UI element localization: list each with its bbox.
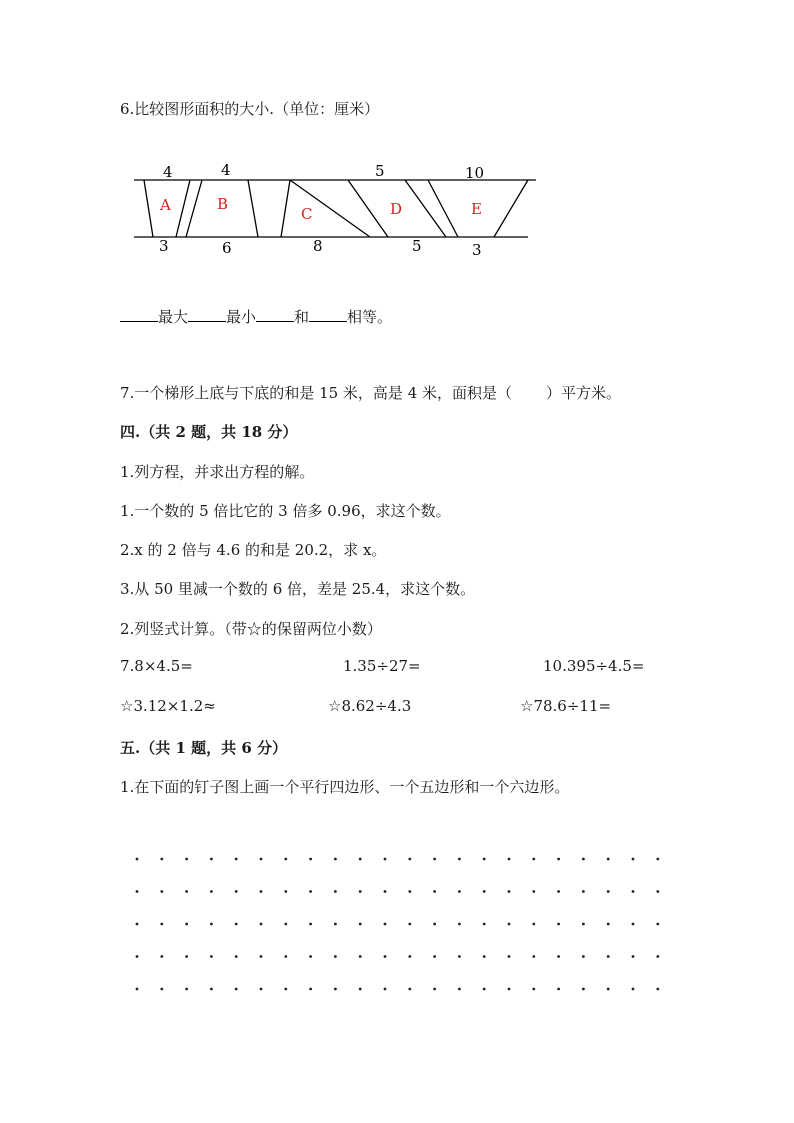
peg-dot[interactable] (607, 890, 610, 893)
peg-dot[interactable] (408, 955, 411, 958)
peg-dot[interactable] (235, 923, 238, 926)
shape-c-left-edge (281, 180, 290, 237)
shape-a-left-edge (144, 180, 153, 237)
shape-e-right-edge (494, 180, 528, 237)
peg-dot[interactable] (284, 923, 287, 926)
peg-dot[interactable] (136, 890, 139, 893)
peg-dot[interactable] (433, 923, 436, 926)
peg-dot[interactable] (458, 923, 461, 926)
peg-dot[interactable] (433, 890, 436, 893)
section4-q1-item-2: 2.x 的 2 倍与 4.6 的和是 20.2，求 x。 (120, 541, 387, 559)
peg-dot[interactable] (359, 955, 362, 958)
peg-dot[interactable] (210, 955, 213, 958)
calc-item-3: 10.395÷4.5= (543, 657, 645, 675)
q6-trapezoid-figure (120, 150, 540, 265)
peg-dot[interactable] (160, 890, 163, 893)
peg-dot[interactable] (508, 955, 511, 958)
peg-dot[interactable] (508, 890, 511, 893)
peg-dot[interactable] (260, 923, 263, 926)
label-top-5: 5 (375, 162, 385, 180)
shape-b-letter: B (217, 195, 229, 213)
label-bottom-8: 8 (313, 237, 323, 255)
answer-blank-3[interactable] (256, 307, 294, 322)
peg-dot[interactable] (136, 988, 139, 991)
shape-a-letter: A (160, 196, 171, 214)
peg-dot[interactable] (384, 890, 387, 893)
peg-dot[interactable] (483, 955, 486, 958)
peg-dot[interactable] (384, 988, 387, 991)
peg-dot[interactable] (656, 988, 659, 991)
answer-text-equal: 相等。 (347, 308, 393, 326)
calc-item-4: ☆3.12×1.2≈ (120, 697, 216, 715)
peg-dot[interactable] (557, 858, 560, 861)
section5-q1-title: 1.在下面的钉子图上画一个平行四边形、一个五边形和一个六边形。 (120, 778, 570, 796)
peg-dot[interactable] (160, 988, 163, 991)
section4-q1-item-1: 1.一个数的 5 倍比它的 3 倍多 0.96，求这个数。 (120, 502, 451, 520)
answer-text-largest: 最大 (158, 308, 189, 326)
peg-dot[interactable] (532, 890, 535, 893)
peg-dot[interactable] (284, 858, 287, 861)
shape-c-letter: C (301, 205, 313, 223)
section4-q1-item-3: 3.从 50 里减一个数的 6 倍，差是 25.4，求这个数。 (120, 580, 476, 598)
peg-dot[interactable] (235, 988, 238, 991)
peg-dot[interactable] (260, 890, 263, 893)
answer-text-smallest: 最小 (226, 308, 257, 326)
peg-dot[interactable] (433, 955, 436, 958)
label-bottom-5: 5 (412, 237, 422, 255)
peg-dot[interactable] (334, 923, 337, 926)
q7-text (120, 382, 621, 403)
calc-item-2: 1.35÷27= (343, 657, 421, 675)
peg-dot[interactable] (359, 890, 362, 893)
peg-dot[interactable] (656, 923, 659, 926)
peg-dot[interactable] (656, 858, 659, 861)
peg-dot[interactable] (359, 923, 362, 926)
section4-q1-title: 1.列方程，并求出方程的解。 (120, 463, 315, 481)
peg-dot[interactable] (384, 858, 387, 861)
peg-dot[interactable] (384, 955, 387, 958)
peg-dot[interactable] (359, 988, 362, 991)
peg-dot[interactable] (557, 923, 560, 926)
peg-dot[interactable] (656, 955, 659, 958)
peg-dot[interactable] (607, 988, 610, 991)
peg-dot[interactable] (309, 858, 312, 861)
answer-blank-1[interactable] (120, 307, 158, 322)
peg-dot[interactable] (210, 890, 213, 893)
peg-dot[interactable] (309, 955, 312, 958)
peg-dot-grid[interactable] (120, 845, 680, 1005)
answer-blank-4[interactable] (309, 307, 347, 322)
peg-dot[interactable] (210, 988, 213, 991)
peg-dot[interactable] (458, 858, 461, 861)
shape-d-right-edge (405, 180, 446, 237)
peg-dot[interactable] (408, 988, 411, 991)
peg-dot[interactable] (334, 955, 337, 958)
peg-dot[interactable] (582, 955, 585, 958)
peg-dot[interactable] (235, 890, 238, 893)
peg-dot[interactable] (185, 890, 188, 893)
peg-dot[interactable] (508, 923, 511, 926)
peg-dot[interactable] (284, 988, 287, 991)
peg-dot[interactable] (508, 988, 511, 991)
peg-dot[interactable] (136, 955, 139, 958)
peg-dot[interactable] (284, 955, 287, 958)
calc-item-6: ☆78.6÷11= (520, 697, 612, 715)
peg-dot[interactable] (235, 955, 238, 958)
section4-heading: 四.（共 2 题，共 18 分） (120, 423, 298, 441)
q7-text-before: 7.一个梯形上底与下底的和是 15 米，高是 4 米，面积是（ (120, 384, 513, 402)
peg-dot[interactable] (210, 923, 213, 926)
peg-dot[interactable] (136, 923, 139, 926)
peg-dot[interactable] (185, 955, 188, 958)
peg-dot[interactable] (334, 890, 337, 893)
peg-dot[interactable] (632, 955, 635, 958)
shape-e-letter: E (471, 200, 482, 218)
peg-dot[interactable] (632, 890, 635, 893)
peg-dot[interactable] (309, 890, 312, 893)
peg-dot[interactable] (433, 858, 436, 861)
peg-dot[interactable] (185, 988, 188, 991)
shape-d-left-edge (348, 180, 388, 237)
answer-text-and: 和 (294, 308, 310, 326)
peg-dot[interactable] (582, 923, 585, 926)
peg-dot[interactable] (607, 923, 610, 926)
calc-item-5: ☆8.62÷4.3 (328, 697, 412, 715)
q6-answer-line (120, 306, 392, 327)
peg-dot[interactable] (458, 988, 461, 991)
peg-dot[interactable] (632, 923, 635, 926)
shape-e-left-edge (428, 180, 458, 237)
peg-dot[interactable] (508, 858, 511, 861)
peg-dot[interactable] (532, 858, 535, 861)
peg-dot[interactable] (582, 988, 585, 991)
peg-dot[interactable] (532, 988, 535, 991)
peg-dot[interactable] (483, 858, 486, 861)
peg-dot[interactable] (483, 988, 486, 991)
peg-dot[interactable] (582, 890, 585, 893)
peg-dot[interactable] (582, 858, 585, 861)
peg-dot[interactable] (160, 923, 163, 926)
section5-heading: 五.（共 1 题，共 6 分） (120, 739, 287, 757)
shape-b-right-edge (248, 180, 258, 237)
label-bottom-3a: 3 (159, 237, 169, 255)
calc-item-1: 7.8×4.5= (120, 657, 193, 675)
peg-dot[interactable] (334, 858, 337, 861)
label-top-10: 10 (465, 164, 485, 182)
peg-dot[interactable] (656, 890, 659, 893)
peg-dot[interactable] (309, 923, 312, 926)
peg-dot[interactable] (532, 955, 535, 958)
peg-dot[interactable] (235, 858, 238, 861)
peg-dot[interactable] (483, 923, 486, 926)
peg-dot[interactable] (260, 858, 263, 861)
label-top-4a: 4 (163, 163, 173, 181)
peg-dot[interactable] (483, 890, 486, 893)
peg-dot[interactable] (557, 955, 560, 958)
peg-dot[interactable] (384, 923, 387, 926)
peg-dot[interactable] (433, 988, 436, 991)
shape-d-letter: D (390, 200, 403, 218)
peg-dot[interactable] (607, 858, 610, 861)
peg-dot[interactable] (458, 955, 461, 958)
peg-dot[interactable] (458, 890, 461, 893)
peg-dot[interactable] (160, 858, 163, 861)
peg-dot[interactable] (557, 890, 560, 893)
peg-dot[interactable] (309, 988, 312, 991)
q7-text-after: ）平方米。 (546, 384, 622, 402)
answer-blank-2[interactable] (188, 307, 226, 322)
peg-dot[interactable] (260, 955, 263, 958)
section4-q2-title: 2.列竖式计算。（带☆的保留两位小数） (120, 620, 382, 638)
peg-dot[interactable] (136, 858, 139, 861)
peg-dot[interactable] (557, 988, 560, 991)
label-bottom-6: 6 (222, 239, 232, 257)
peg-dot[interactable] (532, 923, 535, 926)
peg-dot[interactable] (408, 923, 411, 926)
peg-dot[interactable] (334, 988, 337, 991)
peg-dot[interactable] (632, 988, 635, 991)
peg-dot[interactable] (284, 890, 287, 893)
label-top-4b: 4 (221, 161, 231, 179)
peg-dot[interactable] (408, 890, 411, 893)
peg-dot[interactable] (160, 955, 163, 958)
peg-dot[interactable] (260, 988, 263, 991)
peg-dot[interactable] (210, 858, 213, 861)
peg-dot[interactable] (607, 955, 610, 958)
peg-dot[interactable] (185, 923, 188, 926)
label-bottom-3b: 3 (472, 241, 482, 259)
peg-dot[interactable] (185, 858, 188, 861)
peg-dot[interactable] (632, 858, 635, 861)
q6-title: 6.比较图形面积的大小.（单位：厘米） (120, 100, 380, 118)
peg-dot[interactable] (359, 858, 362, 861)
peg-dot[interactable] (408, 858, 411, 861)
